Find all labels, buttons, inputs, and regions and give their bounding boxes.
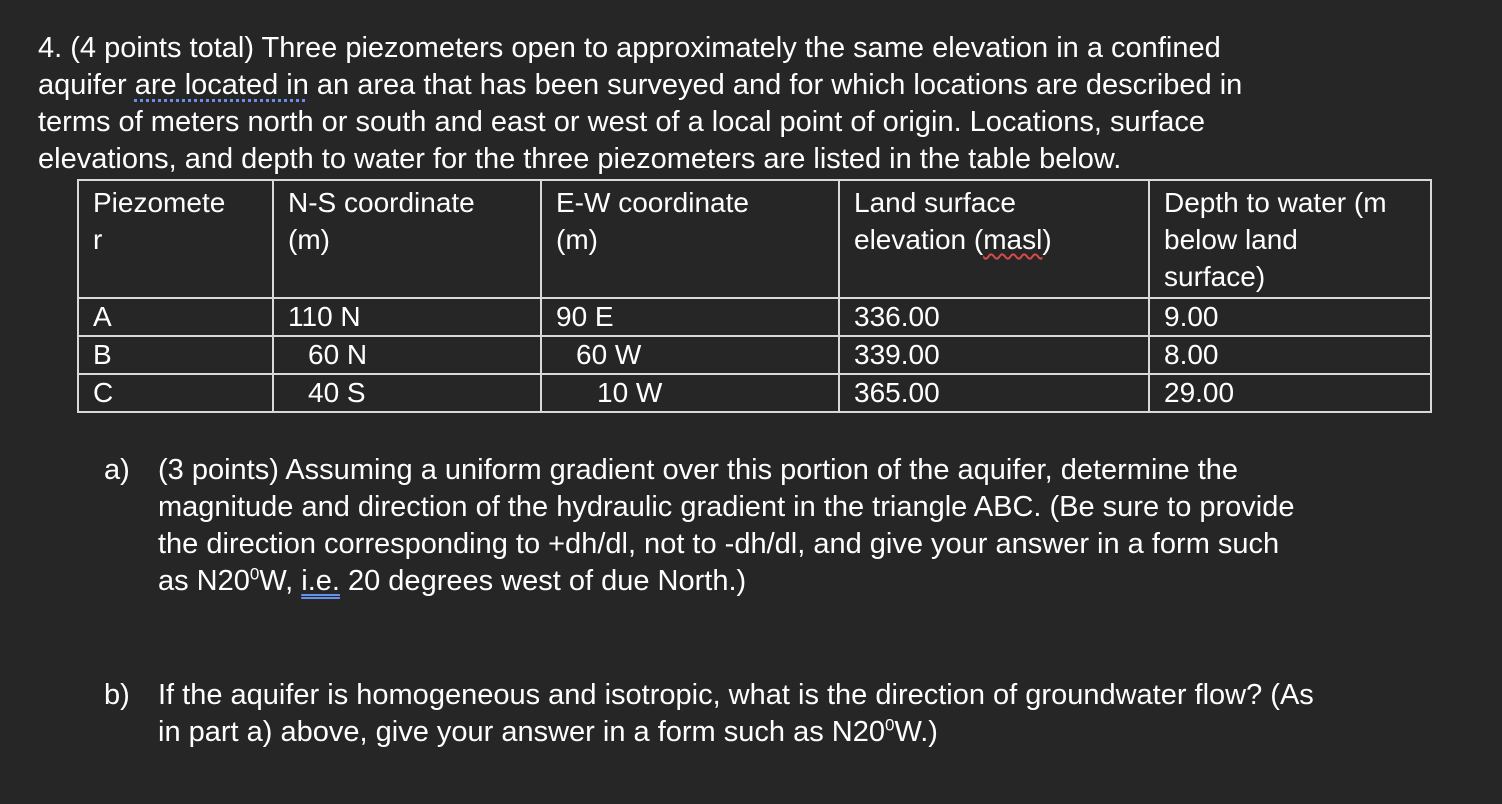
question-a-text: (3 points) Assuming a uniform gradient over this portion of the aquifer, determine the magnitude and direction of the hydraulic gradient in the triangle ABC. (Be sure to provide the direction corresponding to +dh/dl, not to -dh/dl, and give your answer in a form such as $N20^0W$, i.e. 20 degrees west of due North.) — [158, 454, 1295, 597]
header-ew-coordinate: E-W coordinate (m) — [541, 180, 839, 298]
header-ns-coordinate: N-S coordinate (m) — [273, 180, 541, 298]
cell-ew: 10 W — [541, 374, 839, 412]
cell-ns: 110 N — [273, 298, 541, 336]
header-depth-to-water: Depth to water (m below land surface) — [1149, 180, 1431, 298]
question-b-label: b) — [104, 679, 130, 711]
intro-line: 4. (4 points total) Three piezometers open to approximately the same elevation in a confined — [38, 32, 1221, 64]
cell-depth: 8.00 — [1149, 336, 1431, 374]
cell-ns: 40 S — [273, 374, 541, 412]
table-row — [78, 336, 1431, 374]
table-header-row — [78, 180, 1431, 298]
cell-piezometer: C — [78, 374, 273, 412]
cell-elevation: 336.00 — [839, 298, 1149, 336]
table-row — [78, 298, 1431, 336]
question-a — [104, 452, 1484, 600]
cell-elevation: 365.00 — [839, 374, 1149, 412]
cell-elevation: 339.00 — [839, 336, 1149, 374]
intro-line: aquifer are located in an area that has been surveyed and for which locations are described in — [38, 69, 1243, 101]
cell-piezometer: B — [78, 336, 273, 374]
cell-depth: 29.00 — [1149, 374, 1431, 412]
question-a-label: a) — [104, 454, 130, 486]
spelling-underline: masl — [983, 224, 1043, 255]
cell-depth: 9.00 — [1149, 298, 1431, 336]
cell-ns: 60 N — [273, 336, 541, 374]
piezometer-table — [77, 179, 1432, 413]
cell-ew: 60 W — [541, 336, 839, 374]
question-b — [104, 677, 1484, 751]
table-row — [78, 374, 1431, 412]
header-piezometer: Piezomete r — [78, 180, 273, 298]
intro-line: elevations, and depth to water for the three piezometers are listed in the table below. — [38, 143, 1122, 175]
intro-line: terms of meters north or south and east or west of a local point of origin. Locations, surface — [38, 106, 1206, 138]
header-land-surface-elevation: Land surface elevation (masl) — [839, 180, 1149, 298]
cell-ew: 90 E — [541, 298, 839, 336]
problem-statement — [38, 30, 1458, 178]
question-b-text: If the aquifer is homogeneous and isotropic, what is the direction of groundwater flow? (As in part a) above, give your answer in a form such as $N20^0W$.) — [158, 679, 1314, 748]
grammar-underline: are located in — [134, 69, 309, 101]
grammar-underline: i.e. — [301, 565, 340, 597]
cell-piezometer: A — [78, 298, 273, 336]
